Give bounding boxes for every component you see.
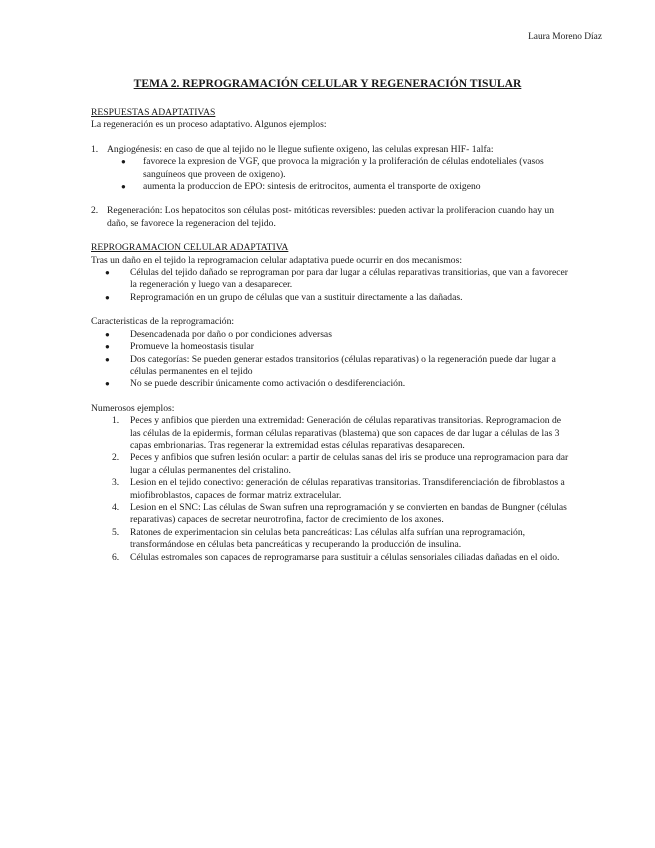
document-body	[91, 107, 569, 564]
bullet-item	[121, 181, 569, 193]
bullet-text: aumenta la produccion de EPO: sintesis de eritrocitos, aumenta el transporte de oxigeno	[143, 181, 481, 193]
author-name: Laura Moreno Díaz	[528, 32, 602, 42]
item-number: 6.	[112, 551, 120, 563]
bullet-icon: ●	[121, 182, 126, 192]
item-number: 2.	[112, 452, 120, 464]
list-item	[112, 477, 569, 502]
item-number: 3.	[112, 477, 120, 489]
item-number: 1.	[91, 143, 99, 155]
item-text: Lesion en el SNC: Las células de Swan sufren una reprogramación y se convierten en bandas de Bungner (células reparativas) capaces de secretar neurotrofina, factor de crecimiento de los axones.	[130, 501, 567, 526]
bullet-text: Promueve la homeostasis tisular	[130, 341, 254, 353]
bullet-item	[105, 353, 569, 379]
bullet-text: favorece la expresion de VGF, que provoca la migración y la proliferación de células endoteliales (vasos sanguíneos que proveen de oxigeno).	[143, 156, 544, 180]
item-text: Células estromales son capaces de reprogramarse para sustituir a células sensoriales ciliadas dañadas en el oido.	[130, 551, 560, 563]
item-number: 1.	[112, 415, 120, 427]
list-item	[91, 205, 569, 230]
bullet-item	[105, 378, 569, 390]
section-intro: La regeneración es un proceso adaptativo. Algunos ejemplos:	[91, 119, 327, 131]
section-intro: Tras un daño en el tejido la reprogramacion celular adaptativa puede ocurrir en dos mecanismos:	[91, 254, 463, 266]
item-text: Ratones de experimentacion sin celulas beta pancreáticas: Las células alfa sufrían una reprogramación, transformándose en células beta pancreáticas y recuperando la producción de insulina.	[130, 526, 526, 551]
item-number: 4.	[112, 501, 120, 513]
section-heading-reprogramacion: REPROGRAMACION CELULAR ADAPTATIVA	[91, 242, 289, 254]
numbered-list	[91, 144, 569, 230]
bullet-icon: ●	[105, 379, 110, 389]
bullet-icon: ●	[105, 354, 110, 364]
bullet-text: Desencadenada por daño o por condiciones adversas	[130, 328, 332, 340]
examples-list	[91, 415, 569, 564]
bullet-list	[91, 329, 569, 391]
bullet-icon: ●	[105, 342, 110, 352]
item-text: Regeneración: Los hepatocitos son células post- mitóticas reversibles: pueden activar la proliferacion cuando hay un daño, se favorece la regeneracion del tejido.	[107, 205, 555, 229]
bullet-item	[105, 341, 569, 353]
bullet-item	[105, 267, 569, 292]
bullet-text: Reprogramación en un grupo de células que van a sustituir directamente a las dañadas.	[130, 291, 463, 303]
page-title: TEMA 2. REPROGRAMACIÓN CELULAR Y REGENERACIÓN TISULAR	[133, 77, 522, 90]
bullet-icon: ●	[121, 157, 126, 167]
item-text: Lesion en el tejido conectivo: generación de células reparativas transitorias. Transdiferenciación de fibroblastos a miofibroblastos, capaces de formar matriz extracelular.	[130, 477, 565, 501]
section-heading-caracteristicas: Caracteristicas de la reprogramación:	[91, 316, 235, 328]
bullet-list	[91, 267, 569, 304]
bullet-list	[107, 156, 569, 193]
bullet-text: No se puede describir únicamente como activación o desdiferenciación.	[130, 378, 406, 390]
item-number: 5.	[112, 526, 120, 538]
bullet-item	[121, 156, 569, 181]
bullet-item	[105, 291, 569, 304]
bullet-icon: ●	[105, 268, 110, 278]
section-heading-respuestas: RESPUESTAS ADAPTATIVAS	[91, 107, 216, 118]
item-text: Peces y anfibios que sufren lesión ocular: a partir de celulas sanas del iris se produce una reprogramacion para dar lugar a células permanentes del cristalino.	[130, 452, 569, 476]
bullet-icon: ●	[105, 329, 110, 339]
bullet-text: Dos categorías: Se pueden generar estados transitorios (células reparativas) o la regeneración puede dar lugar a células permanentes en el tejido	[130, 353, 556, 377]
item-text: Angiogénesis: en caso de que al tejido no le llegue sufiente oxigeno, las celulas expresan HIF- 1alfa:	[107, 143, 494, 155]
list-item	[91, 143, 569, 194]
list-item	[112, 415, 569, 452]
bullet-icon: ●	[105, 292, 110, 302]
item-text: Peces y anfibios que pierden una extremidad: Generación de células reparativas transitorias. Reprogramacion de las células de la epidermis, forman células reparativas (blastema) que son capaces de dar lugar a células de las 3 capas embrionarias. Tras regenerar la extremidad estas células reparativas desaparecen.	[130, 415, 562, 451]
section-heading-ejemplos: Numerosos ejemplos:	[91, 402, 175, 414]
item-number: 2.	[91, 205, 99, 217]
bullet-item	[105, 328, 569, 341]
list-item	[112, 551, 569, 564]
list-item	[112, 452, 569, 477]
list-item	[112, 501, 569, 527]
bullet-text: Células del tejido dañado se reprograman por para dar lugar a células reparativas transitiorias, que van a favorecer la regeneración y luego van a desaparecer.	[130, 267, 568, 291]
list-item	[112, 526, 569, 552]
